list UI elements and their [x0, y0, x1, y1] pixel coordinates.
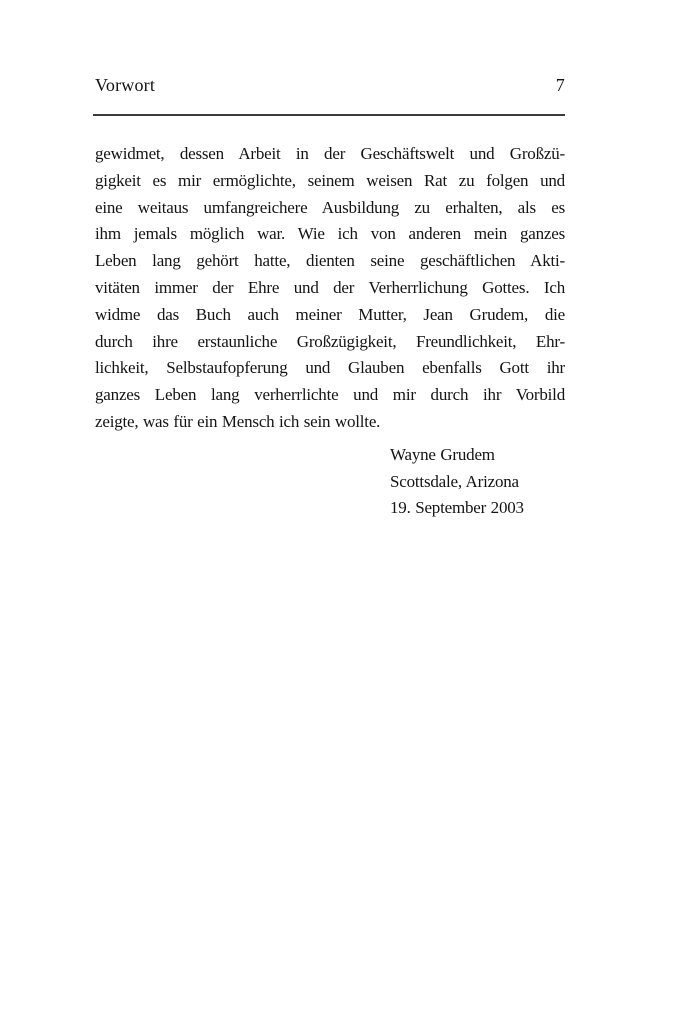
- signature-name: Wayne Grudem: [390, 444, 495, 464]
- paragraph-line: ihm jemals möglich war. Wie ich von anderen mein ganzes: [95, 224, 565, 244]
- chapter-title: Vorwort: [95, 75, 156, 95]
- paragraph-line: lichkeit, Selbstaufopferung und Glauben ebenfalls Gott ihr: [95, 358, 565, 378]
- signature-block: [390, 442, 565, 522]
- page-number: 7: [555, 75, 565, 95]
- running-header: [95, 74, 565, 96]
- paragraph-line: ganzes Leben lang verherrlichte und mir durch ihr Vorbild: [95, 385, 565, 405]
- paragraph-line: vitäten immer der Ehre und der Verherrlichung Gottes. Ich: [95, 277, 565, 297]
- paragraph-line: Leben lang gehört hatte, dienten seine geschäftlichen Akti-: [95, 251, 565, 271]
- paragraph-line: widme das Buch auch meiner Mutter, Jean Grudem, die: [95, 304, 565, 324]
- paragraph-line: gigkeit es mir ermöglichte, seinem weisen Rat zu folgen und: [95, 170, 565, 190]
- signature-date: 19. September 2003: [390, 498, 524, 518]
- preface-paragraph: [95, 141, 565, 522]
- paragraph-line: gewidmet, dessen Arbeit in der Geschäftswelt und Großzü-: [95, 144, 565, 163]
- signature-place: Scottsdale, Arizona: [390, 471, 519, 491]
- paragraph-line: durch ihre erstaunliche Großzügigkeit, Freundlichkeit, Ehr-: [95, 331, 565, 351]
- paragraph-line: eine weitaus umfangreichere Ausbildung zu erhalten, als es: [95, 197, 565, 217]
- paragraph-line: zeigte, was für ein Mensch ich sein wollte.: [95, 411, 381, 431]
- header-rule: [93, 114, 565, 116]
